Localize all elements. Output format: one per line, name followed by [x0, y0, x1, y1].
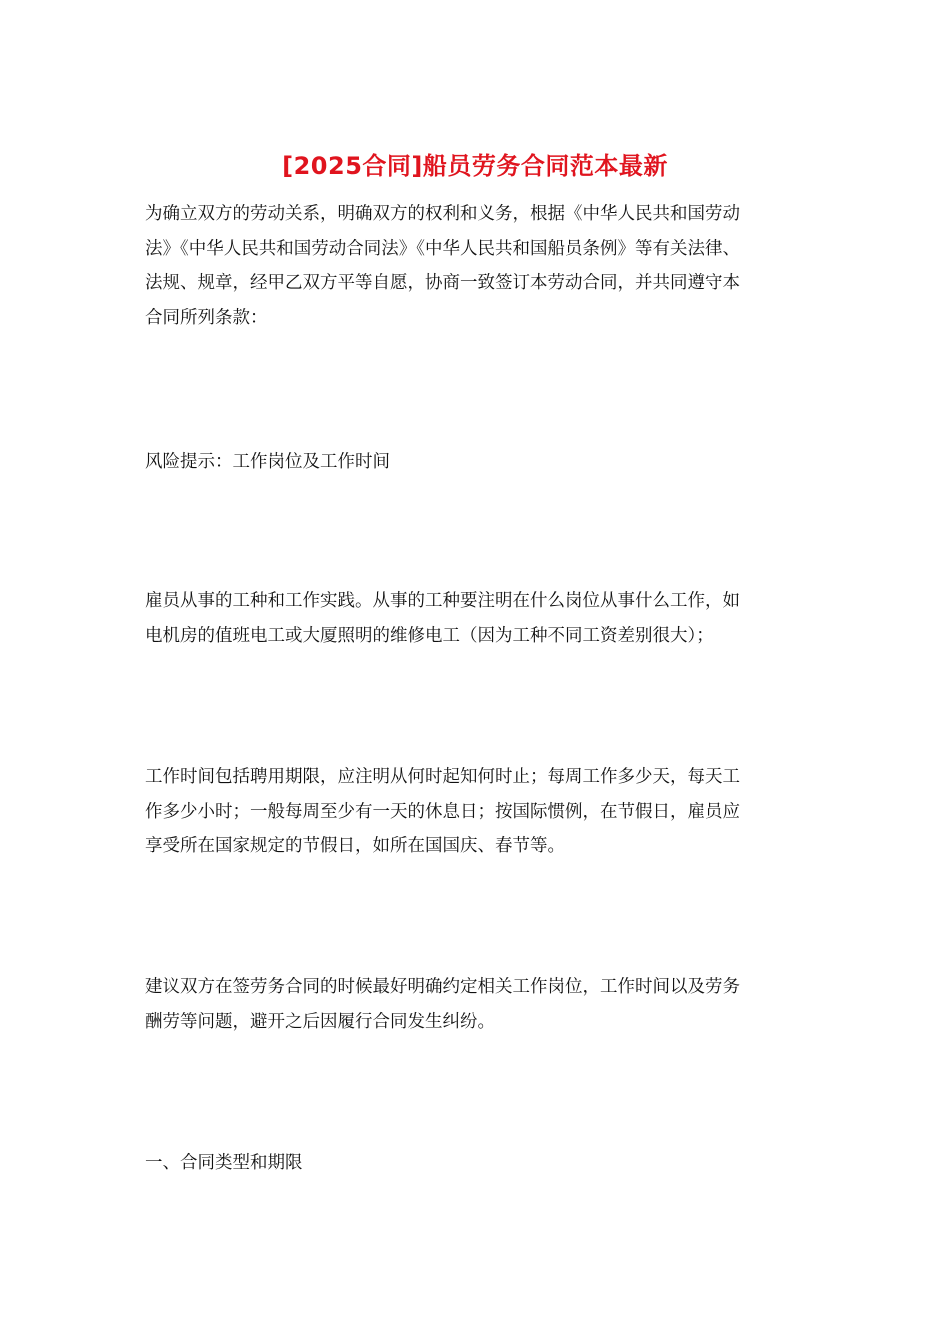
intro-line: 法规、规章，经甲乙双方平等自愿，协商一致签订本劳动合同，并共同遵守本 — [145, 273, 740, 293]
risk-notice-paragraph — [145, 445, 810, 480]
advice-line: 酬劳等问题，避开之后因履行合同发生纠纷。 — [145, 1011, 495, 1032]
intro-paragraph — [145, 197, 810, 335]
job-type-line: 雇员从事的工种和工作实践。从事的工种要注明在什么岗位从事什么工作，如 — [145, 591, 740, 611]
intro-line: 合同所列条款： — [145, 307, 268, 328]
intro-line: 法》《中华人民共和国劳动合同法》《中华人民共和国船员条例》等有关法律、 — [145, 238, 740, 259]
job-type-paragraph — [145, 584, 810, 653]
section-heading-contract-type — [145, 1146, 810, 1181]
work-time-line: 作多少小时；一般每周至少有一天的休息日；按国际惯例，在节假日，雇员应 — [145, 801, 740, 822]
advice-line: 建议双方在签劳务合同的时候最好明确约定相关工作岗位，工作时间以及劳务 — [145, 977, 740, 997]
work-time-line: 工作时间包括聘用期限，应注明从何时起知何时止；每周工作多少天，每天工 — [145, 767, 740, 787]
risk-notice-line: 风险提示：工作岗位及工作时间 — [145, 452, 390, 472]
document-title: [2025合同]船员劳务合同范本最新 — [282, 152, 668, 180]
section-heading-line: 一、合同类型和期限 — [145, 1153, 303, 1173]
work-time-paragraph — [145, 760, 810, 864]
advice-paragraph — [145, 970, 810, 1039]
job-type-line: 电机房的值班电工或大厦照明的维修电工（因为工种不同工资差别很大）； — [145, 625, 714, 646]
intro-line: 为确立双方的劳动关系，明确双方的权利和义务，根据《中华人民共和国劳动 — [145, 204, 740, 224]
work-time-line: 享受所在国家规定的节假日，如所在国国庆、春节等。 — [145, 836, 565, 856]
